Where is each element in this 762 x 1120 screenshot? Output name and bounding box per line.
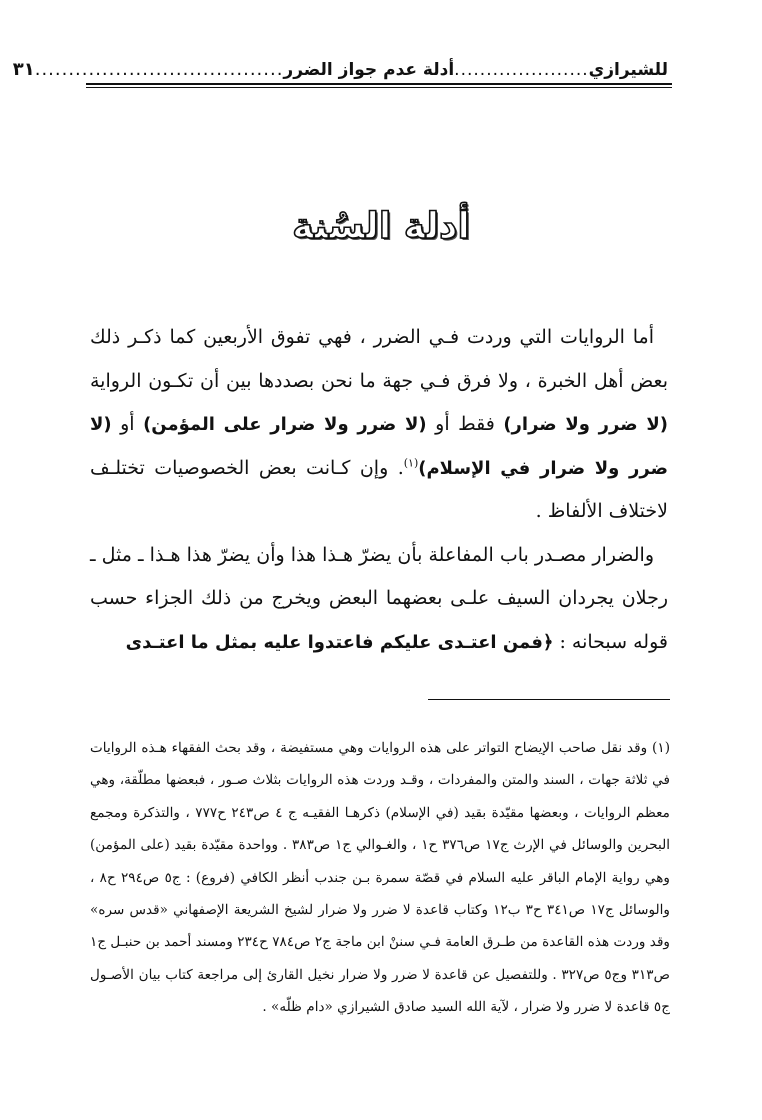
running-header [12,50,668,80]
page-number-group [13,59,284,80]
paragraph-1 [90,316,668,534]
footnote-separator [428,699,670,700]
main-text [90,316,668,664]
hadith-quote-1: (لا ضرر ولا ضرار) [503,414,668,435]
footnote-marker[interactable]: (١) [403,456,419,470]
header-title: أدلة عدم جواز الضرر [283,60,455,80]
page-number: ٣١ [12,59,35,80]
page-number-dot-leader: ..................................... [34,59,284,80]
header-rule-thin [86,87,672,88]
p2-part-a: والضرار مصـدر باب المفاعلة بأن يضرّ هـذا هذا وأن يضرّ هذا هـذا ـ مثل ـ رجلان يجردان السيف علـى بعضهما البعض ويخرج من ذلك الجزاء حسب قوله سبحانه : [90,543,668,653]
header-rule [86,83,672,85]
header-dot-leader: ..................... [454,60,589,80]
hadith-quote-3: (لا ضرر ولا ضرار في الإسلام) [90,414,668,479]
footnote [90,732,670,1024]
header-author: للشيرازي [588,60,668,80]
p1-part-d: . وإن كـانت بعض الخصوصيات تختلـف لاختلاف الألفاظ . [90,456,668,522]
p1-part-c: أو [111,413,144,435]
quran-quote: ﴿فمن اعتـدى عليكم فاعتدوا عليه بمثل ما اعتـدى [125,631,554,653]
hadith-quote-2: (لا ضرر ولا ضرار على المؤمن) [143,414,427,435]
p1-part-a: أما الروايات التي وردت فـي الضرر ، فهي تفوق الأربعين كما ذكـر ذلك بعض أهل الخبرة ، ولا فرق فـي جهة ما نحن بصددها بين أن تكـون الرواية [90,326,668,392]
section-title: أدلة السُنة [292,206,470,247]
header-right [283,60,668,80]
footnote-text: (١) وقد نقل صاحب الإيضاح التواتر على هذه الروايات وهي مستفيضة ، وقد بحث الفقهاء هـذه الروايات في ثلاثة جهات ، السند والمتن والمفردات ، وقـد وردت هذه الروايات بثلاث صـور ، فبعضها مطلّقة، وهي معظم الروايات ، وبعضها مقيّدة بقيد (في الإسلام) ذكرهـا الفقيـه ج ٤ ص٢٤٣ ح٧٧٧ ، والتذكرة ومجمع البحرين والوسائل في الإرث ج١٧ ص٣٧٦ ح١ ، والغـوالي ج١ ص٣٨٣ . وواحدة مقيّدة بقيد (على المؤمن) وهي رواية الإمام الباقر عليه السلام في قصّة سمرة بـن جندب أنظر الكافي (فروع) : ج٥ ص٢٩٤ ح٨ ، والوسائل ج١٧ ص٣٤١ ح٣ ب١٢ وكتاب قاعدة لا ضرر ولا ضرار لشيخ الشريعة الإصفهاني «قدس سره» وقد وردت هذه القاعدة من طـرق العامة فـي سننْ ابن ماجة ج٢ ص٧٨٤ ح٢٣٤ ومسند أحمد بن حنبـل ج١ ص٣١٣ وج٥ ص٣٢٧ . وللتفصيل عن قاعدة لا ضرر ولا ضرار نخيل القارئ إلى مراجعة كتاب بيان الأصـول ج٥ قاعدة لا ضرر ولا ضرار ، لآية الله السيد صادق الشيرازي «دام ظلّه» . [90,740,671,1016]
p1-part-b: فقط أو [426,413,504,435]
paragraph-2 [90,534,668,665]
